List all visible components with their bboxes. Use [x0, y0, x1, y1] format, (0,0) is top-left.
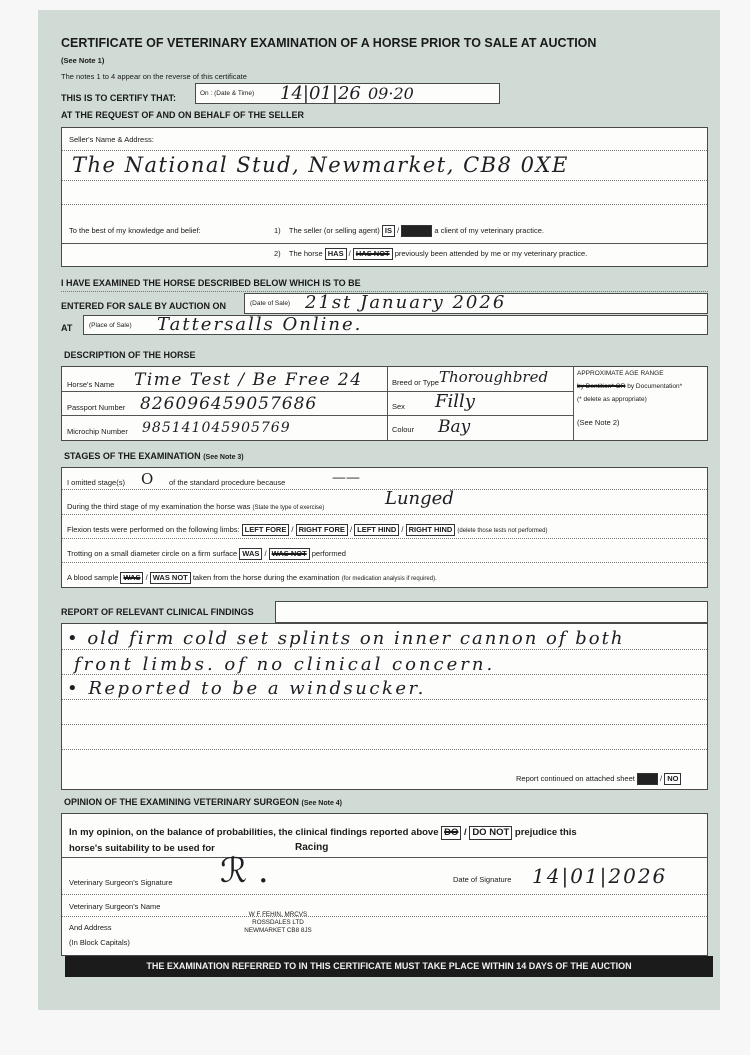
- vet-stamp: [213, 911, 343, 935]
- vet-address-label: And Address: [69, 923, 112, 932]
- blood-note: (for medication analysis if required).: [341, 576, 437, 582]
- date-signature-value[interactable]: 14|01|2026: [532, 864, 668, 888]
- stages-rule-2: [62, 514, 707, 515]
- sale-heading-1: I HAVE EXAMINED THE HORSE DESCRIBED BELOW WHICH IS TO BE: [61, 278, 361, 288]
- horse-name-label: Horse's Name: [67, 380, 115, 389]
- stages-heading-text: STAGES OF THE EXAMINATION: [64, 451, 201, 461]
- opinion-text-post: prejudice this: [514, 827, 577, 838]
- certificate-sheet: [38, 10, 720, 1010]
- breed-label: Breed or Type: [392, 378, 439, 387]
- on-date-label: On : (Date & Time): [200, 90, 255, 97]
- third-stage-text: During the third stage of my examination the horse was: [67, 502, 251, 511]
- trotting-post: performed: [311, 549, 346, 558]
- request-label: AT THE REQUEST OF AND ON BEHALF OF THE SELLER: [61, 110, 304, 120]
- blood-row: A blood sample WAS / WAS NOT taken from the horse during the examination (for medication analysis if required).: [67, 573, 437, 582]
- findings-heading-wrap: [61, 601, 275, 623]
- trotting-was-option[interactable]: WAS: [239, 548, 262, 560]
- age-dentition-option[interactable]: by Dentition* OR: [577, 383, 626, 390]
- desc-rule-2: [62, 415, 573, 416]
- microchip-value[interactable]: 985141045905769: [142, 420, 291, 436]
- opinion-heading-note: (See Note 4): [301, 800, 343, 807]
- opinion-box: [61, 813, 708, 956]
- stages-rule-3: [62, 538, 707, 539]
- limb-left-fore[interactable]: LEFT FORE: [242, 524, 290, 536]
- sale-heading-2: ENTERED FOR SALE BY AUCTION ON: [61, 301, 227, 311]
- seller-value[interactable]: The National Stud, Newmarket, CB8 0XE: [72, 153, 569, 177]
- blood-was-option[interactable]: WAS: [120, 572, 143, 584]
- place-label: (Place of Sale): [89, 322, 132, 329]
- finding-line-2: front limbs. of no clinical concern.: [74, 654, 496, 675]
- stmt1-isnot-option[interactable]: IS NOT: [401, 225, 432, 237]
- sale-date-label: (Date of Sale): [250, 300, 291, 307]
- stamp-line-3: NEWMARKET CB8 8JS: [244, 927, 312, 934]
- seller-rule: [62, 150, 707, 151]
- horse-attended-statement: 2) The horse HAS / HAS NOT previously been attended by me or my veterinary practice.: [274, 249, 588, 258]
- opinion-text-pre: In my opinion, on the balance of probabilities, the clinical findings reported above: [69, 827, 439, 838]
- sale-place-value: Tattersalls Online.: [157, 314, 363, 335]
- desc-divider-2: [573, 367, 574, 440]
- blood-wasnot-option[interactable]: WAS NOT: [150, 572, 191, 584]
- breed-value[interactable]: Thoroughbred: [439, 368, 549, 386]
- omitted-value[interactable]: O: [141, 470, 154, 488]
- date-signature-label: Date of Signature: [453, 875, 512, 884]
- stmt2-has-option[interactable]: HAS: [325, 248, 347, 260]
- description-box: [61, 366, 708, 441]
- opinion-rule-3: [62, 916, 707, 917]
- omitted-label: I omitted stage(s): [67, 478, 125, 487]
- stmt1-pre: The seller (or selling agent): [288, 226, 380, 235]
- block-capitals-label: (In Block Capitals): [69, 938, 130, 947]
- stages-box: [61, 467, 708, 588]
- trotting-row: Trotting on a small diameter circle on a firm surface WAS / WAS NOT performed: [67, 549, 346, 558]
- stmt1-post: a client of my veterinary practice.: [434, 226, 544, 235]
- opinion-rule-1: [62, 857, 707, 858]
- sale-date-value: 21st January 2026: [305, 292, 507, 313]
- exam-date: 14|01|26: [280, 83, 361, 104]
- age-heading: APPROXIMATE AGE RANGE: [577, 370, 664, 377]
- omitted-post: of the standard procedure because: [169, 478, 286, 487]
- sale-date-box[interactable]: [244, 293, 708, 314]
- description-heading: DESCRIPTION OF THE HORSE: [64, 350, 196, 360]
- sex-value[interactable]: Filly: [435, 391, 475, 412]
- opinion-text-line-2: horse's suitability to be used for: [69, 843, 215, 854]
- flexion-label: Flexion tests were performed on the following limbs:: [67, 525, 240, 534]
- notes-line: The notes 1 to 4 appear on the reverse of this certificate: [61, 72, 247, 81]
- flexion-note: (delete those tests not performed): [457, 528, 548, 534]
- age-delete-note: (* delete as appropriate): [577, 396, 647, 403]
- microchip-label: Microchip Number: [67, 427, 128, 436]
- footer-banner: [65, 956, 713, 977]
- seller-label: Seller's Name & Address:: [69, 135, 154, 144]
- seller-box: [61, 127, 708, 267]
- stmt2-hasnot-option[interactable]: HAS NOT: [353, 248, 393, 260]
- at-label: AT: [61, 323, 73, 333]
- findings-rule-5: [62, 749, 707, 750]
- third-stage-note: (State the type of exercise): [252, 505, 325, 511]
- continued-yes-option[interactable]: YES: [637, 773, 658, 785]
- stamp-line-1: W F FEHIN, MRCVS: [248, 911, 308, 918]
- findings-box[interactable]: [61, 623, 708, 790]
- flexion-row: Flexion tests were performed on the following limbs: LEFT FORE / RIGHT FORE / LEFT HIND / RIGHT HIND (delete those tests not performed): [67, 525, 548, 534]
- trotting-wasnot-option[interactable]: WAS NOT: [269, 548, 310, 560]
- stmt1-number: 1): [274, 226, 281, 235]
- opinion-heading-text: OPINION OF THE EXAMINING VETERINARY SURGEON: [64, 797, 300, 807]
- opinion-text-line-1: In my opinion, on the balance of probabilities, the clinical findings reported above DO / DO NOT prejudice this: [69, 827, 577, 838]
- age-method: [577, 384, 682, 391]
- stages-heading-note: (See Note 3): [203, 454, 244, 461]
- finding-line-3: • Reported to be a windsucker.: [67, 678, 426, 699]
- stmt2-post: previously been attended by me or my veterinary practice.: [394, 249, 588, 258]
- age-see-note: (See Note 2): [577, 418, 620, 427]
- colour-value[interactable]: Bay: [438, 417, 471, 437]
- stmt1-is-option[interactable]: IS: [382, 225, 395, 237]
- age-documentation-option[interactable]: by Documentation*: [627, 383, 683, 390]
- opinion-rule-2: [62, 894, 707, 895]
- sale-place-box[interactable]: [83, 315, 708, 335]
- limb-right-fore[interactable]: RIGHT FORE: [296, 524, 348, 536]
- sex-label: Sex: [392, 402, 405, 411]
- stages-heading: [64, 452, 244, 461]
- passport-label: Passport Number: [67, 403, 126, 412]
- third-stage-label: [67, 503, 324, 511]
- knowledge-label: To the best of my knowledge and belief:: [69, 226, 201, 235]
- stamp-line-2: ROSSDALES LTD: [252, 919, 304, 926]
- colour-label: Colour: [392, 425, 415, 434]
- continued-row: Report continued on attached sheet YES / NO: [516, 773, 681, 785]
- seller-rule-2: [62, 180, 707, 181]
- limb-right-hind[interactable]: RIGHT HIND: [406, 524, 456, 536]
- opinion-donot-option[interactable]: DO NOT: [469, 826, 512, 840]
- desc-rule-1: [62, 391, 573, 392]
- continued-no-option[interactable]: NO: [664, 773, 681, 785]
- continued-label: Report continued on attached sheet: [516, 774, 635, 783]
- certify-label: THIS IS TO CERTIFY THAT:: [61, 93, 177, 103]
- footer-banner-text: THE EXAMINATION REFERRED TO IN THIS CERTIFICATE MUST TAKE PLACE WITHIN 14 DAYS OF THE AUCTION: [146, 961, 632, 971]
- stmt2-number: 2): [274, 249, 281, 258]
- signature-label: Veterinary Surgeon's Signature: [69, 878, 173, 887]
- seller-rule-3: [62, 204, 707, 205]
- passport-value[interactable]: 826096459057686: [140, 394, 318, 414]
- limb-left-hind[interactable]: LEFT HIND: [354, 524, 399, 536]
- vet-name-label: Veterinary Surgeon's Name: [69, 902, 161, 911]
- opinion-purpose[interactable]: Racing: [295, 842, 329, 853]
- seller-rule-4: [62, 243, 707, 244]
- findings-rule-3: [62, 699, 707, 700]
- findings-rule-1: [62, 649, 707, 650]
- horse-name-value[interactable]: Time Test / Be Free 24: [134, 370, 363, 390]
- findings-heading-box: [275, 601, 708, 623]
- exam-time: 09·20: [368, 84, 414, 103]
- certify-date-box[interactable]: [195, 83, 500, 104]
- third-stage-value[interactable]: Lunged: [385, 488, 454, 509]
- desc-divider-1: [387, 367, 388, 440]
- seller-client-statement: 1) The seller (or selling agent) IS / IS NOT a client of my veterinary practice.: [274, 226, 544, 235]
- omitted-reason[interactable]: ——: [332, 470, 360, 486]
- stmt2-pre: The horse: [288, 249, 323, 258]
- finding-line-1: • old firm cold set splints on inner cannon of both: [67, 628, 625, 649]
- certificate-title: CERTIFICATE OF VETERINARY EXAMINATION OF A HORSE PRIOR TO SALE AT AUCTION: [61, 36, 597, 50]
- trotting-label: Trotting on a small diameter circle on a firm surface: [67, 549, 238, 558]
- findings-rule-4: [62, 724, 707, 725]
- blood-post: taken from the horse during the examination: [192, 573, 340, 582]
- signature-value[interactable]: ℛ .: [220, 851, 269, 891]
- opinion-do-option[interactable]: DO: [441, 826, 461, 840]
- blood-label: A blood sample: [67, 573, 119, 582]
- opinion-heading: [64, 798, 342, 807]
- stages-rule-4: [62, 562, 707, 563]
- see-note-1: (See Note 1): [61, 56, 105, 65]
- findings-heading: REPORT OF RELEVANT CLINICAL FINDINGS: [61, 607, 254, 617]
